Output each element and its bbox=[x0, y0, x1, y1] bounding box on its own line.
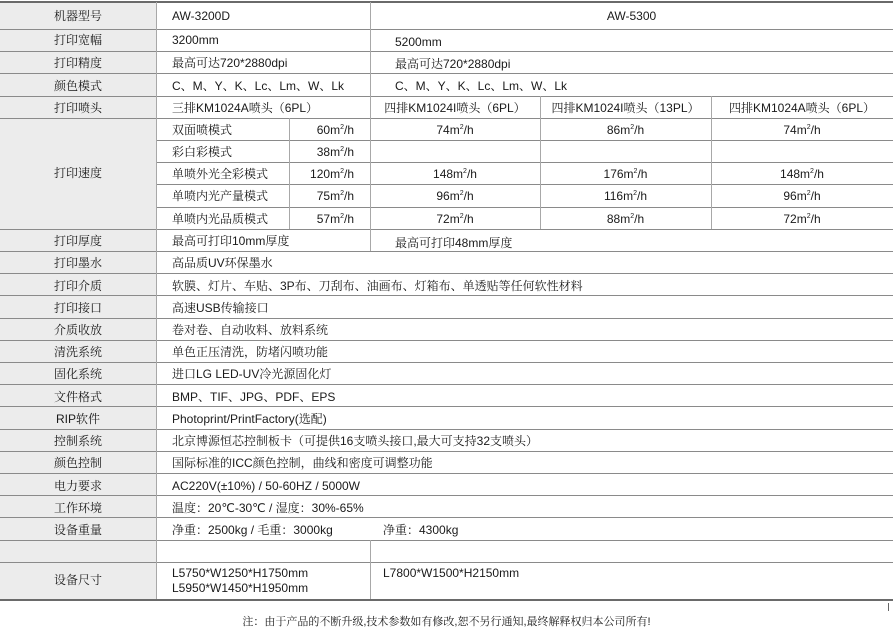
label-curing: 固化系统 bbox=[53, 367, 102, 381]
speed-value-b2 bbox=[540, 189, 711, 203]
speed-value-a bbox=[289, 145, 354, 159]
speed-unit: m bbox=[623, 167, 634, 181]
label-thickness: 打印厚度 bbox=[53, 234, 102, 248]
speed-number: 57 bbox=[316, 212, 331, 226]
speed-unit-tail: /h bbox=[637, 189, 648, 203]
control-value: 北京博源恒芯控制板卡（可提供16支喷头接口,最大可支持32支喷头） bbox=[172, 434, 539, 448]
thickness-a: 最高可打印10mm厚度 bbox=[172, 234, 290, 248]
speed-unit-tail: /h bbox=[343, 123, 354, 137]
label-color-mode: 颜色模式 bbox=[53, 79, 102, 93]
label-media: 打印介质 bbox=[53, 279, 102, 293]
label-model: 机器型号 bbox=[53, 9, 102, 23]
speed-unit-exponent: 2 bbox=[806, 213, 811, 220]
speed-unit: m bbox=[453, 167, 464, 181]
speed-value-b2 bbox=[540, 167, 711, 181]
model-b: AW-5300 bbox=[606, 9, 657, 23]
speed-unit: m bbox=[330, 189, 341, 203]
speed-number: 148 bbox=[433, 167, 454, 181]
speed-unit-tail: /h bbox=[463, 189, 474, 203]
head-b3: 四排KM1024A喷头（6PL） bbox=[728, 101, 876, 115]
speed-unit-tail: /h bbox=[463, 212, 474, 226]
speed-mode-name: 彩白彩模式 bbox=[172, 145, 233, 159]
weight-b: 净重：4300kg bbox=[383, 523, 459, 537]
speed-unit-exponent: 2 bbox=[340, 168, 344, 175]
speed-unit: m bbox=[449, 212, 460, 226]
speed-number: 120 bbox=[310, 167, 331, 181]
precision-b: 最高可达720*2880dpi bbox=[395, 57, 511, 71]
speed-number: 38 bbox=[316, 145, 331, 159]
speed-number: 96 bbox=[783, 189, 797, 203]
speed-value-a bbox=[289, 212, 354, 226]
head-b2: 四排KM1024I喷头（13PL） bbox=[551, 101, 700, 115]
curing-value: 进口LG LED-UV冷光源固化灯 bbox=[172, 367, 332, 381]
label-formats: 文件格式 bbox=[53, 390, 102, 404]
speed-unit-exponent: 2 bbox=[340, 146, 344, 153]
speed-value-b1 bbox=[370, 167, 540, 181]
power-value: AC220V(±10%) / 50-60HZ / 5000W bbox=[172, 479, 361, 493]
speed-value-b1 bbox=[370, 123, 540, 137]
label-control: 控制系统 bbox=[53, 434, 102, 448]
speed-unit: m bbox=[330, 212, 341, 226]
speed-unit: m bbox=[330, 145, 341, 159]
environment-value: 温度：20℃-30℃ / 湿度：30%-65% bbox=[172, 501, 364, 515]
take-up-value: 卷对卷、自动收料、放料系统 bbox=[172, 323, 329, 337]
speed-unit: m bbox=[449, 123, 460, 137]
speed-unit-exponent: 2 bbox=[459, 213, 464, 220]
thickness-b: 最高可打印48mm厚度 bbox=[395, 236, 513, 250]
label-size: 设备尺寸 bbox=[53, 573, 102, 587]
speed-unit-exponent: 2 bbox=[340, 190, 344, 197]
speed-unit-exponent: 2 bbox=[630, 124, 635, 131]
speed-value-b2 bbox=[540, 212, 711, 226]
speed-value-a bbox=[289, 167, 354, 181]
width-a: 3200mm bbox=[172, 33, 219, 47]
label-power: 电力要求 bbox=[53, 479, 102, 493]
speed-unit-exponent: 2 bbox=[459, 124, 464, 131]
speed-unit: m bbox=[620, 123, 631, 137]
speed-unit-exponent: 2 bbox=[806, 124, 811, 131]
speed-unit-exponent: 2 bbox=[340, 124, 344, 131]
speed-unit: m bbox=[796, 123, 807, 137]
speed-unit: m bbox=[796, 189, 807, 203]
speed-unit-tail: /h bbox=[637, 167, 648, 181]
speed-value-b2 bbox=[540, 123, 711, 137]
speed-unit: m bbox=[620, 212, 631, 226]
speed-unit-tail: /h bbox=[813, 167, 824, 181]
speed-number: 60 bbox=[316, 123, 331, 137]
label-interface: 打印接口 bbox=[53, 301, 102, 315]
label-color-ctrl: 颜色控制 bbox=[53, 456, 102, 470]
speed-unit-exponent: 2 bbox=[340, 213, 344, 220]
speed-unit-exponent: 2 bbox=[633, 190, 638, 197]
speed-value-a bbox=[289, 189, 354, 203]
label-rip: RIP软件 bbox=[55, 412, 100, 426]
speed-unit-tail: /h bbox=[343, 167, 354, 181]
speed-unit-exponent: 2 bbox=[806, 190, 811, 197]
label-speed: 打印速度 bbox=[53, 166, 102, 180]
label-weight: 设备重量 bbox=[53, 523, 102, 537]
head-a: 三排KM1024A喷头（6PL） bbox=[172, 101, 319, 115]
speed-unit-tail: /h bbox=[343, 145, 354, 159]
media-value: 软膜、灯片、车贴、3P布、刀刮布、油画布、灯箱布、单透贴等任何软性材料 bbox=[172, 279, 583, 293]
size-b: L7800*W1500*H2150mm bbox=[383, 566, 520, 580]
speed-number: 74 bbox=[783, 123, 797, 137]
speed-number: 74 bbox=[436, 123, 450, 137]
speed-unit: m bbox=[623, 189, 634, 203]
edge-mark bbox=[888, 603, 889, 611]
precision-a: 最高可达720*2880dpi bbox=[172, 56, 288, 70]
speed-number: 72 bbox=[436, 212, 450, 226]
speed-mode-name: 单喷内光品质模式 bbox=[172, 212, 269, 226]
speed-unit-exponent: 2 bbox=[810, 168, 814, 175]
speed-unit-tail: /h bbox=[810, 212, 821, 226]
label-ink: 打印墨水 bbox=[53, 256, 102, 270]
speed-unit-tail: /h bbox=[634, 212, 645, 226]
speed-number: 148 bbox=[780, 167, 801, 181]
footnote: 注：由于产品的不断升级,技术参数如有修改,恕不另行通知,最终解释权归本公司所有! bbox=[242, 616, 651, 628]
speed-unit: m bbox=[330, 167, 341, 181]
color-mode-a: C、M、Y、K、Lc、Lm、W、Lk bbox=[172, 79, 345, 93]
speed-value-b3 bbox=[711, 123, 893, 137]
speed-unit: m bbox=[449, 189, 460, 203]
label-environment: 工作环境 bbox=[53, 501, 102, 515]
speed-unit-tail: /h bbox=[810, 189, 821, 203]
size-a2: L5950*W1450*H1950mm bbox=[172, 581, 309, 595]
table-top-border bbox=[0, 1, 893, 3]
speed-unit: m bbox=[796, 212, 807, 226]
speed-number: 88 bbox=[606, 212, 621, 226]
speed-value-b1 bbox=[370, 212, 540, 226]
speed-unit-exponent: 2 bbox=[633, 168, 638, 175]
speed-unit-exponent: 2 bbox=[463, 168, 467, 175]
speed-unit: m bbox=[800, 167, 811, 181]
speed-value-b1 bbox=[370, 189, 540, 203]
speed-number: 176 bbox=[603, 167, 624, 181]
color-mode-b: C、M、Y、K、Lc、Lm、W、Lk bbox=[395, 79, 568, 93]
label-take-up: 介质收放 bbox=[53, 323, 102, 337]
speed-mode-name: 双面喷模式 bbox=[172, 123, 233, 137]
label-head: 打印喷头 bbox=[53, 101, 102, 115]
width-b: 5200mm bbox=[395, 35, 442, 49]
speed-value-b3 bbox=[711, 212, 893, 226]
speed-unit-tail: /h bbox=[343, 189, 354, 203]
speed-value-a bbox=[289, 123, 354, 137]
head-b1: 四排KM1024I喷头（6PL） bbox=[384, 101, 526, 115]
speed-value-b3 bbox=[711, 167, 893, 181]
rip-value: Photoprint/PrintFactory(选配) bbox=[172, 412, 327, 426]
label-precision: 打印精度 bbox=[53, 56, 102, 70]
speed-unit-exponent: 2 bbox=[630, 213, 635, 220]
speed-unit-tail: /h bbox=[343, 212, 354, 226]
table-bottom-border bbox=[0, 599, 893, 601]
model-a: AW-3200D bbox=[172, 9, 231, 23]
label-cleaning: 清洗系统 bbox=[53, 345, 102, 359]
speed-unit-tail: /h bbox=[634, 123, 645, 137]
weight-a: 净重：2500kg / 毛重：3000kg bbox=[172, 523, 333, 537]
speed-mode-name: 单喷内光产量模式 bbox=[172, 189, 269, 203]
speed-number: 75 bbox=[316, 189, 331, 203]
speed-unit-exponent: 2 bbox=[459, 190, 464, 197]
color-ctrl-value: 国际标准的ICC颜色控制，曲线和密度可调整功能 bbox=[172, 456, 433, 470]
speed-mode-name: 单喷外光全彩模式 bbox=[172, 167, 269, 181]
speed-unit-tail: /h bbox=[810, 123, 821, 137]
speed-unit-tail: /h bbox=[466, 167, 477, 181]
speed-number: 72 bbox=[783, 212, 797, 226]
interface-value: 高速USB传输接口 bbox=[172, 301, 269, 315]
cleaning-value: 单色正压清洗，防堵闪喷功能 bbox=[172, 345, 329, 359]
size-a1: L5750*W1250*H1750mm bbox=[172, 566, 309, 580]
speed-unit: m bbox=[330, 123, 341, 137]
speed-number: 116 bbox=[603, 189, 624, 203]
speed-number: 86 bbox=[606, 123, 621, 137]
ink-value: 高品质UV环保墨水 bbox=[172, 256, 273, 270]
speed-number: 96 bbox=[436, 189, 450, 203]
label-width: 打印宽幅 bbox=[53, 33, 102, 47]
speed-unit-tail: /h bbox=[463, 123, 474, 137]
formats-value: BMP、TIF、JPG、PDF、EPS bbox=[172, 390, 336, 404]
speed-value-b3 bbox=[711, 189, 893, 203]
